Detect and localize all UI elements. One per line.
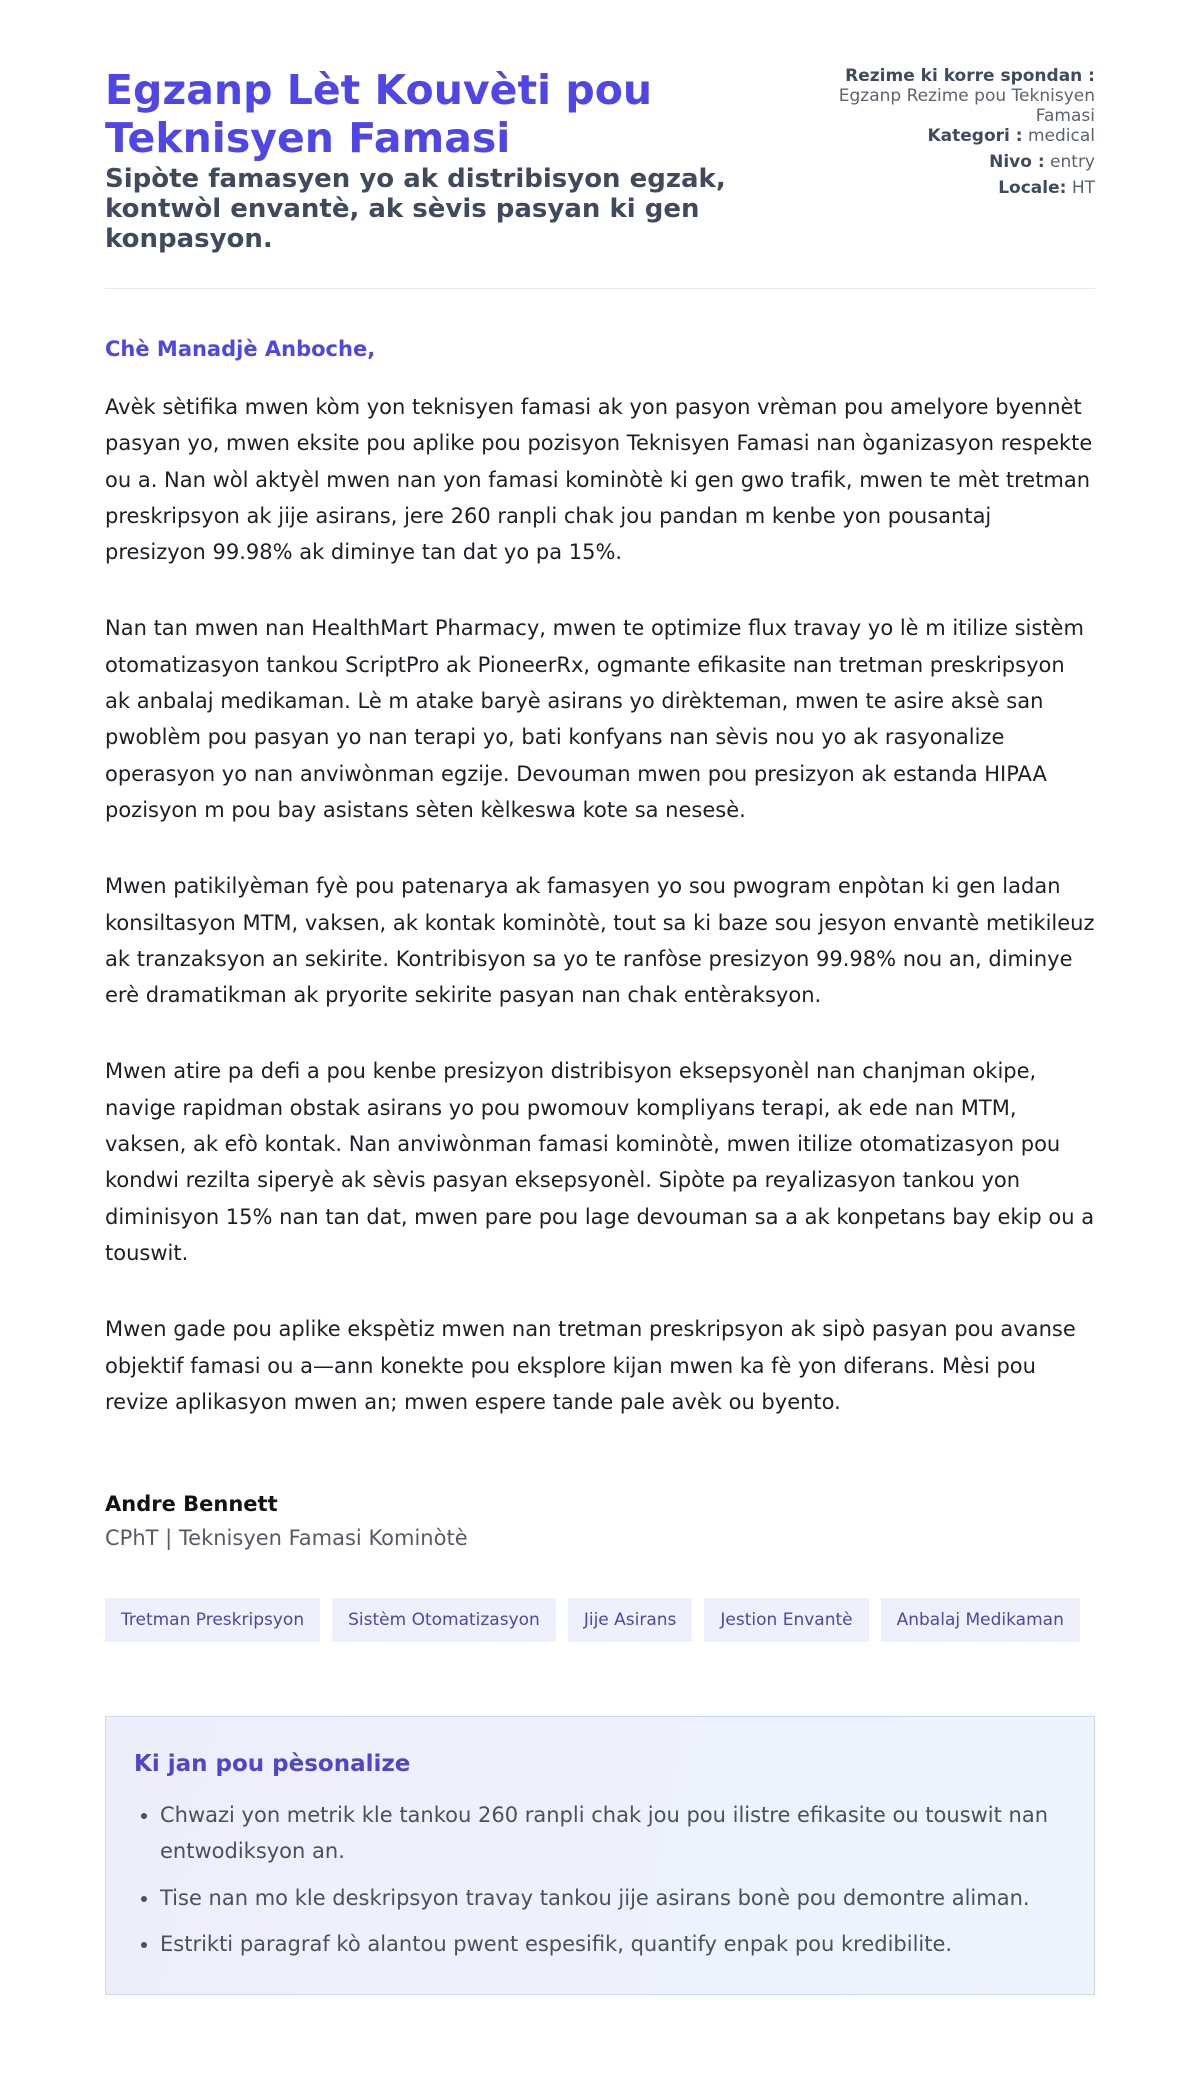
tips-list xyxy=(134,1797,1066,1962)
page-title: Egzanp Lèt Kouvèti pou Teknisyen Famasi xyxy=(105,66,653,162)
signature-name: Andre Bennett xyxy=(105,1492,278,1517)
letter-paragraph-3: Mwen patikilyèman fyè pou patenarya ak famasyen yo sou pwogram enpòtan ki gen ladan konsiltasyon MTM, vaksen, ak kontak kominòtè, tout sa ki baze sou jesyon envantè metikileuz ak tranzaksyon an sekirite. Kontribisyon sa yo te ranfòse presizyon 99.98% nou an, diminye erè dramatikman ak pryorite sekirite pasyan nan chak entèraksyon. xyxy=(105,874,1095,1008)
meta-category-value: medical xyxy=(1027,126,1095,146)
meta-locale xyxy=(795,178,1095,198)
header-titles xyxy=(105,66,745,254)
letter-salutation: Chè Manadjè Anboche, xyxy=(105,337,376,361)
tip-item: • Estrikti paragraf kò alantou pwent espesifik, quantify enpak pou kredibilite. xyxy=(160,1926,1066,1962)
meta-resume-label: Rezime ki korre spondan : xyxy=(845,66,1095,86)
page-subtitle: Sipòte famasyen yo ak distribisyon egzak, kontwòl envantè, ak sèvis pasyan ki gen konpasyon. xyxy=(105,164,726,254)
signature-title: CPhT | Teknisyen Famasi Kominòtè xyxy=(105,1526,468,1551)
meta-level-value: entry xyxy=(1050,152,1095,172)
meta-locale-label: Locale: xyxy=(998,178,1067,198)
letter-paragraph-1: Avèk sètifika mwen kòm yon teknisyen famasi ak yon pasyon vrèman pou amelyore byennèt pasyan yo, mwen eksite pou aplike pou pozisyon Teknisyen Famasi nan òganizasyon respekte ou a. Nan wòl aktyèl mwen nan yon famasi kominòtè ki gen gwo trafik, mwen te mèt tretman preskripsyon ak jije asirans, jere 260 ranpli chak jou pandan m kenbe yon pousantaj presizyon 99.98% ak diminye tan dat yo pa 15%. xyxy=(105,395,1093,565)
tip-item: • Chwazi yon metrik kle tankou 260 ranpli chak jou pou ilistre efikasite ou touswit nan entwodiksyon an. xyxy=(160,1797,1066,1870)
page-header xyxy=(105,66,1095,289)
skill-tag[interactable]: Tretman Preskripsyon xyxy=(105,1598,320,1642)
meta-locale-value: HT xyxy=(1071,178,1095,198)
meta-category-label: Kategori : xyxy=(927,126,1023,146)
meta-panel xyxy=(795,66,1095,204)
letter-paragraph-2: Nan tan mwen nan HealthMart Pharmacy, mwen te optimize flux travay yo lè m itilize sistèm otomatizasyon tankou ScriptPro ak PioneerRx, ogmante efikasite nan tretman preskripsyon ak anbalaj medikaman. Lè m atake baryè asirans yo dirèkteman, mwen te asire aksè san pwoblèm pou pasyan yo nan terapi yo, bati konfyans nan sèvis nou yo ak rasyonalize operasyon yo nan anviwònman egzije. Devouman mwen pou presizyon ak estanda HIPAA pozisyon m pou bay asistans sèten kèlkeswa kote sa nesesè. xyxy=(105,616,1084,822)
meta-level-label: Nivo : xyxy=(989,152,1045,172)
meta-resume xyxy=(795,66,1095,126)
skill-tag[interactable]: Anbalaj Medikaman xyxy=(881,1598,1080,1642)
meta-resume-link[interactable]: Egzanp Rezime pou Teknisyen Famasi xyxy=(838,86,1095,126)
meta-category xyxy=(795,126,1095,146)
skill-tag[interactable]: Sistèm Otomatizasyon xyxy=(332,1598,556,1642)
cover-letter-page xyxy=(105,0,1095,1995)
letter-paragraph-5: Mwen gade pou aplike ekspètiz mwen nan tretman preskripsyon ak sipò pasyan pou avanse objektif famasi ou a—ann konekte pou eksplore kijan mwen ka fè yon diferans. Mèsi pou revize aplikasyon mwen an; mwen espere tande pale avèk ou byento. xyxy=(105,1317,1076,1414)
customization-tips-box xyxy=(105,1716,1095,1995)
tips-title: Ki jan pou pèsonalize xyxy=(134,1751,411,1778)
skill-tag[interactable]: Jestion Envantè xyxy=(704,1598,868,1642)
skill-tags xyxy=(105,1598,1095,1642)
meta-level xyxy=(795,152,1095,172)
skill-tag[interactable]: Jije Asirans xyxy=(568,1598,693,1642)
letter-paragraph-4: Mwen atire pa defi a pou kenbe presizyon distribisyon eksepsyonèl nan chanjman okipe, navige rapidman obstak asirans yo pou pwomouv kompliyans terapi, ak ede nan MTM, vaksen, ak efò kontak. Nan anviwònman famasi kominòtè, mwen itilize otomatizasyon pou kondwi rezilta siperyè ak sèvis pasyan eksepsyonèl. Sipòte pa reyalizasyon tankou yon diminisyon 15% nan tan dat, mwen pare pou lage devouman sa a ak konpetans bay ekip ou a touswit. xyxy=(105,1059,1095,1265)
tip-item: • Tise nan mo kle deskripsyon travay tankou jije asirans bonè pou demontre aliman. xyxy=(160,1880,1066,1916)
